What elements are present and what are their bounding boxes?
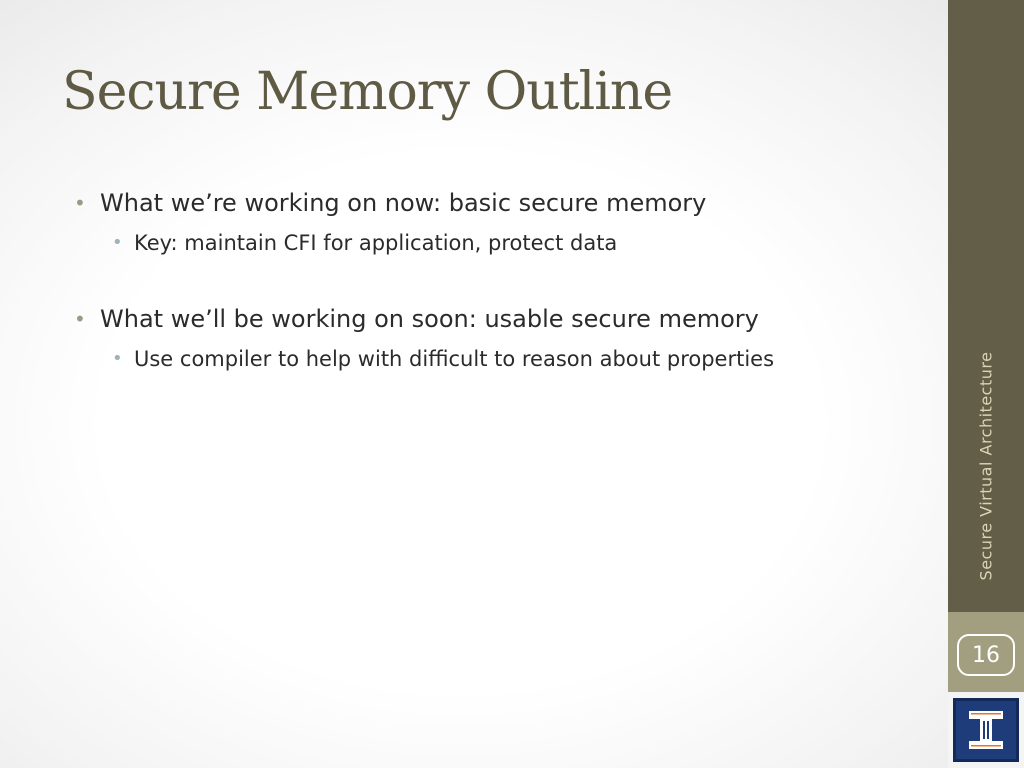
- sub-bullet-dot-icon: •: [112, 348, 123, 369]
- slide-content: [74, 186, 934, 418]
- sidebar: [948, 0, 1024, 768]
- page-number-band: [948, 612, 1024, 692]
- sub-bullet-dot-icon: •: [112, 232, 123, 253]
- sidebar-label: Secure Virtual Architecture: [976, 351, 996, 581]
- bullet-text: What we’ll be working on soon: usable secure memory: [100, 305, 759, 333]
- sub-bullet-text: Use compiler to help with difficult to reason about properties: [134, 347, 775, 371]
- logo-band: [948, 692, 1024, 768]
- bullet-dot-icon: •: [74, 191, 86, 215]
- sub-bullet-item: [74, 344, 934, 374]
- sub-bullet-item: [74, 228, 934, 258]
- bullet-group-2: [74, 302, 934, 374]
- bullet-dot-icon: •: [74, 307, 86, 331]
- block-i-logo-icon: [953, 698, 1019, 762]
- sidebar-title-band: [948, 0, 1024, 612]
- page-number-frame: [957, 634, 1015, 676]
- slide-title: Secure Memory Outline: [62, 62, 673, 122]
- bullet-group-1: [74, 186, 934, 258]
- bullet-text: What we’re working on now: basic secure memory: [100, 189, 707, 217]
- bullet-item: [74, 186, 934, 220]
- page-number: 16: [967, 643, 1005, 668]
- bullet-item: [74, 302, 934, 336]
- sub-bullet-text: Key: maintain CFI for application, protect data: [134, 231, 618, 255]
